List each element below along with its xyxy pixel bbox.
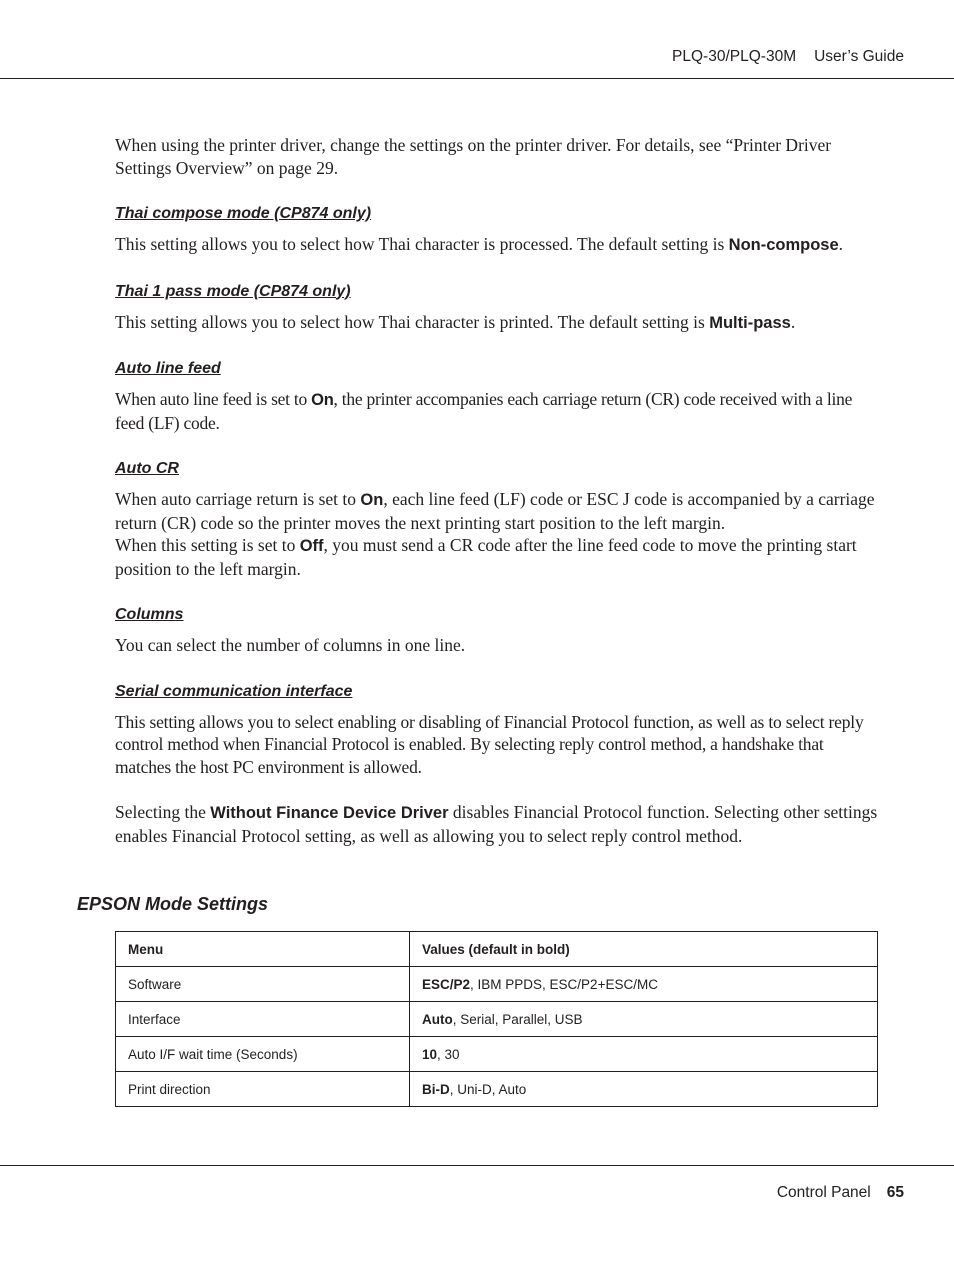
auto-cr-title: Auto CR: [115, 460, 179, 477]
serial-text-1: This setting allows you to select enabling or disabling of Financial Protocol function, as well as to select reply control method when Financial Protocol is enabled. By selecting reply control method, a handshake that matches the host PC environment is allowed.: [115, 711, 864, 777]
serial-p2-b: disables Financial Protocol function. Selecting other settings enables Financial Protocol setting, as well as allowing you to select reply control method.: [115, 802, 878, 846]
page-header: [672, 48, 904, 66]
thai-pass-default: Multi-pass: [709, 313, 791, 332]
table-row: [116, 967, 878, 1002]
auto-lf-title: Auto line feed: [115, 360, 221, 377]
epson-settings-table: [115, 931, 878, 1107]
thai-compose-title: Thai compose mode (CP874 only): [115, 205, 372, 222]
thai-compose-text-a: This setting allows you to select how Thai character is processed. The default setting is: [115, 234, 729, 254]
main-content: [115, 134, 880, 847]
table-row: [116, 1072, 878, 1107]
auto-cr-on: On: [360, 491, 384, 509]
epson-mode-title: EPSON Mode Settings: [77, 894, 269, 914]
page-footer: [777, 1184, 904, 1202]
auto-cr-p2-a: When this setting is set to: [115, 535, 300, 555]
thai-compose-text: [115, 233, 880, 257]
table-header-row: [116, 932, 878, 967]
thai-pass-text-b: .: [790, 311, 796, 332]
guide-name: User’s Guide: [814, 48, 904, 65]
auto-cr-text-1: [115, 488, 880, 534]
footer-section: Control Panel: [776, 1184, 871, 1201]
default-value: ESC/P2: [422, 976, 471, 992]
menu-cell: Interface: [116, 1002, 410, 1037]
columns-title: Columns: [115, 606, 184, 623]
table-row: [116, 1002, 878, 1037]
thai-pass-text: [115, 311, 880, 335]
other-values: , IBM PPDS, ESC/P2+ESC/MC: [470, 976, 658, 992]
auto-lf-text-b: , the printer accompanies each carriage return (CR) code received with a line feed (LF) code.: [115, 389, 853, 433]
values-cell: [410, 1072, 878, 1107]
header-rule: [0, 78, 954, 79]
other-values: , 30: [437, 1046, 460, 1062]
other-values: , Serial, Parallel, USB: [452, 1011, 583, 1027]
auto-cr-p1-b: , each line feed (LF) code or ESC J code is accompanied by a carriage return (CR) code so the printer moves the next printing start position to the left margin.: [115, 489, 875, 533]
auto-lf-on: On: [311, 391, 334, 409]
auto-cr-p1-a: When auto carriage return is set to: [115, 489, 361, 509]
footer-rule: [0, 1165, 954, 1166]
serial-title: Serial communication interface: [115, 682, 353, 700]
intro-paragraph: When using the printer driver, change the settings on the printer driver. For details, see “Printer Driver Settings Overview” on page 29.: [115, 135, 832, 178]
thai-pass-text-a: This setting allows you to select how Thai character is printed. The default setting is: [115, 311, 710, 332]
serial-without-driver: Without Finance Device Driver: [210, 804, 449, 822]
values-cell: [410, 1037, 878, 1072]
thai-pass-title: Thai 1 pass mode (CP874 only): [115, 282, 351, 300]
table-row: [116, 1037, 878, 1072]
page-number: 65: [886, 1184, 904, 1201]
default-value: Bi-D: [422, 1081, 450, 1097]
auto-lf-text: [115, 388, 880, 434]
menu-cell: Auto I/F wait time (Seconds): [116, 1037, 410, 1072]
header-values: Values (default in bold): [410, 932, 878, 967]
product-name: PLQ-30/PLQ-30M: [672, 48, 797, 65]
thai-compose-text-b: .: [838, 234, 844, 254]
thai-compose-default: Non-compose: [728, 236, 839, 254]
auto-cr-off: Off: [299, 537, 324, 555]
serial-text-2: [115, 801, 880, 847]
auto-lf-text-a: When auto line feed is set to: [115, 389, 312, 409]
auto-cr-text-2: [115, 534, 880, 580]
serial-p2-a: Selecting the: [115, 802, 211, 822]
header-menu: Menu: [116, 932, 410, 967]
auto-cr-p2-b: , you must send a CR code after the line feed code to move the printing start position to the left margin.: [115, 535, 857, 579]
menu-cell: Software: [116, 967, 410, 1002]
values-cell: [410, 1002, 878, 1037]
default-value: 10: [422, 1046, 438, 1062]
other-values: , Uni-D, Auto: [449, 1081, 527, 1097]
columns-text: You can select the number of columns in one line.: [115, 635, 466, 655]
menu-cell: Print direction: [116, 1072, 410, 1107]
default-value: Auto: [422, 1011, 453, 1027]
values-cell: [410, 967, 878, 1002]
